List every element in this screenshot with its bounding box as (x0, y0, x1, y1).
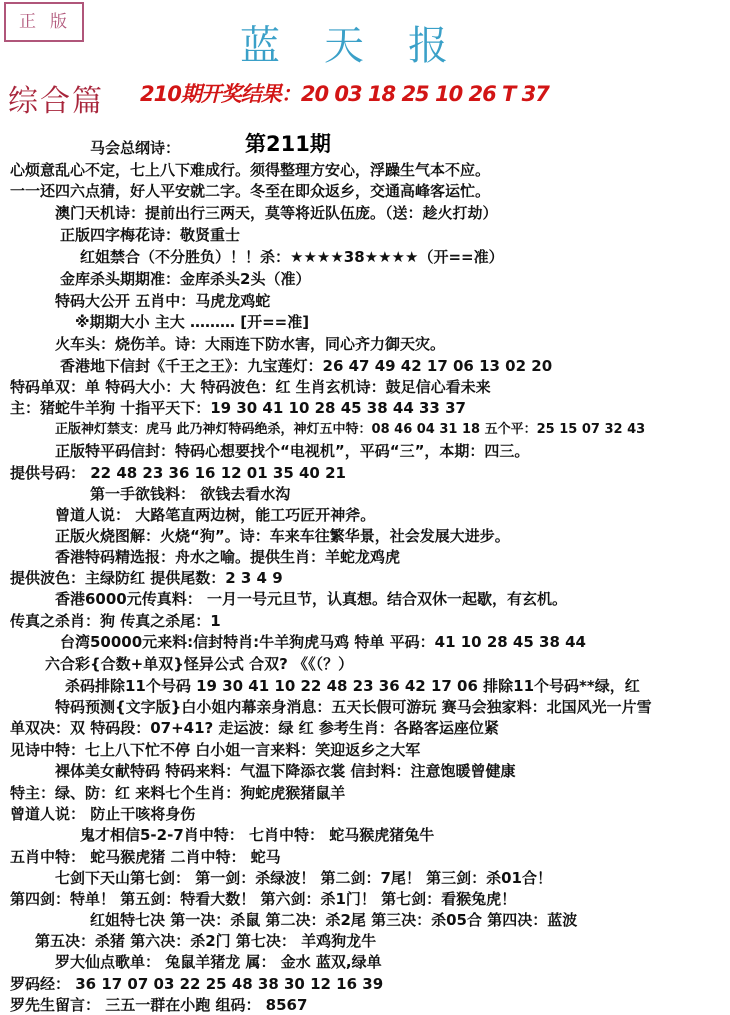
content-line: 五肖中特： 蛇马猴虎猪 二肖中特： 蛇马 (10, 848, 281, 866)
content-line: 单双决：双 特码段：07+41? 走运波：绿 红 参考生肖：各路客运座位紧 (10, 719, 499, 737)
content-line: 特主：绿、防：红 来料七个生肖：狗蛇虎猴猪鼠羊 (10, 784, 346, 802)
content-line: 杀码排除11个号码 19 30 41 10 22 48 23 36 42 17 06 排除11个号码**绿，红 (65, 677, 640, 695)
content-line: 正版四字梅花诗：敬贤重士 (60, 226, 241, 244)
content-line: 主：猪蛇牛羊狗 十指平天下：19 30 41 10 28 45 38 44 33 37 (10, 399, 466, 417)
content-line: 曾道人说： 大路笔直两边树，能工巧匠开神斧。 (55, 506, 376, 524)
content-line: 香港6000元传真料： 一月一号元旦节，认真想。结合双休一起歇，有玄机。 (55, 590, 567, 608)
content-line: 香港特码精选报：舟水之喻。提供生肖：羊蛇龙鸡虎 (55, 548, 401, 566)
content-line: 罗码经： 36 17 07 03 22 25 48 38 30 12 16 39 (10, 975, 384, 993)
content-line: 提供波色：主绿防红 提供尾数：2 3 4 9 (10, 569, 283, 587)
content-line: 第五决：杀猪 第六决：杀2门 第七决： 羊鸡狗龙牛 (35, 932, 377, 950)
content-line: 红姐特七决 第一决：杀鼠 第二决：杀2尾 第三决：杀05合 第四决：蓝波 (90, 911, 578, 929)
content-line: 鬼才相信5-2-7肖中特： 七肖中特： 蛇马猴虎猪兔牛 (80, 826, 435, 844)
content-line: 心烦意乱心不定，七上八下难成行。须得整理方安心，浮躁生气本不应。 (10, 161, 491, 179)
content-line: 特码单双：单 特码大小：大 特码波色：红 生肖玄机诗：鼓足信心看未来 (10, 378, 491, 396)
content-line: 曾道人说： 防止干咳将身伤 (10, 805, 196, 823)
content-line: 正版特平码信封：特码心想要找个“电视机”，平码“三”，本期：四三。 (55, 442, 530, 460)
content-line: 裸体美女献特码 特码来料：气温下降添衣裳 信封料：注意饱暖曾健康 (55, 762, 516, 780)
section-title: 综合篇 (8, 84, 104, 119)
content-line: ※期期大小 主大 ……… [开==准] (75, 313, 310, 331)
content-line: 正版神灯禁支：虎马 此乃神灯特码绝杀，神灯五中特：08 46 04 31 18 五个平：25 15 07 32 43 (55, 422, 646, 437)
content-line: 罗先生留言： 三五一群在小跑 组码： 8567 (10, 996, 308, 1014)
content-line: 传真之杀肖：狗 传真之杀尾：1 (10, 612, 221, 630)
content-line: 第一手欲钱料： 欲钱去看水沟 (90, 485, 291, 503)
content-line: 马会总纲诗： (90, 139, 181, 157)
content-line: 台湾50000元来料:信封特肖:牛羊狗虎马鸡 特单 平码：41 10 28 45 38 44 (60, 633, 586, 651)
content-line: 七剑下天山第七剑： 第一剑：杀绿波！ 第二剑：7尾！ 第三剑：杀01合！ (55, 869, 552, 887)
issue-number: 第211期 (245, 132, 331, 156)
content-line: 澳门天机诗：提前出行三两天，莫等将近队伍庞。（送：趁火打劫） (55, 204, 498, 222)
content-line: 提供号码： 22 48 23 36 16 12 01 35 40 21 (10, 464, 346, 482)
content-line: 特码大公开 五肖中：马虎龙鸡蛇 (55, 292, 271, 310)
content-line: 香港地下信封《千王之王》：九宝莲灯：26 47 49 42 17 06 13 02 20 (60, 357, 553, 375)
content-line: 金库杀头期期准：金库杀头2头（准） (60, 270, 311, 288)
content-line: 第四剑：特单！ 第五剑：特看大数！ 第六剑：杀1门！ 第七剑：看猴兔虎！ (10, 890, 517, 908)
content-line: 见诗中特：七上八下忙不停 白小姐一言来料：笑迎返乡之大军 (10, 741, 421, 759)
content-line: 一一还四六点猜，好人平安就二字。冬至在即众返乡，交通高峰客运忙。 (10, 182, 491, 200)
masthead-title: 蓝天报 (240, 23, 492, 69)
content-line: 罗大仙点歌单： 兔鼠羊猪龙 属： 金水 蓝双,绿单 (55, 953, 382, 971)
genuine-stamp: 正版 (4, 2, 84, 42)
draw-result: 210期开奖结果：20 03 18 25 10 26 T 37 (140, 82, 549, 106)
content-line: 六合彩{合数+单双}怪异公式 合双? 《《（？） (45, 655, 354, 673)
content-line: 特码预测{文字版}白小姐内幕亲身消息：五天长假可游玩 赛马会独家料：北国风光一片雪 (55, 698, 652, 716)
content-line: 火车头：烧伤羊。诗：大雨连下防水害，同心齐力御天灾。 (55, 335, 446, 353)
content-line: 红姐禁合（不分胜负）！！杀：★★★★38★★★★（开==准） (80, 248, 504, 266)
content-line: 正版火烧图解：火烧“狗”。诗：车来车往繁华景，社会发展大进步。 (55, 527, 510, 545)
